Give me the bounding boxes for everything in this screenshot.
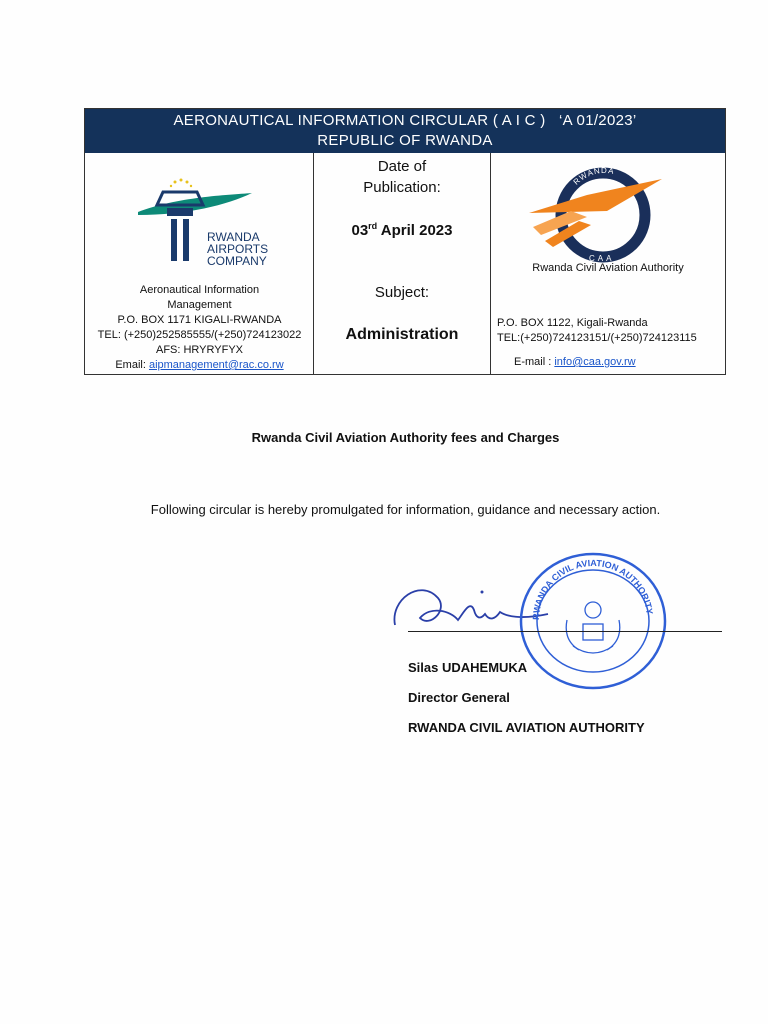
signatory-organization: RWANDA CIVIL AVIATION AUTHORITY	[408, 720, 645, 735]
rac-logo-text-2: AIRPORTS	[207, 242, 269, 256]
date-label-line2: Publication:	[363, 179, 441, 196]
aic-header-table	[84, 108, 726, 375]
official-stamp	[517, 550, 669, 692]
rac-contact-block	[85, 283, 314, 373]
aic-title: AERONAUTICAL INFORMATION CIRCULAR ( A I C ) ‘A 01/2023’	[173, 112, 637, 129]
unit-name-line2: Management	[167, 299, 232, 311]
signatory-position: Director General	[408, 690, 510, 705]
subject-label: Subject:	[374, 284, 430, 301]
publication-date	[314, 221, 490, 239]
caa-email-label: E-mail :	[514, 356, 552, 368]
rac-address: P.O. BOX 1171 KIGALI-RWANDA	[117, 314, 282, 326]
rac-logo-text-1: RWANDA	[207, 230, 260, 244]
caa-email-link[interactable]: info@caa.gov.rw	[554, 356, 636, 368]
caa-address: P.O. BOX 1122, Kigali-Rwanda	[497, 317, 648, 329]
document-title: Rwanda Civil Aviation Authority fees and Charges	[251, 430, 560, 445]
date-day: 03	[351, 222, 369, 239]
date-suffix: rd	[368, 221, 378, 231]
signature-line	[408, 631, 722, 632]
caa-name: Rwanda Civil Aviation Authority	[532, 262, 684, 274]
date-label	[314, 156, 490, 198]
rac-column	[85, 153, 314, 374]
rwanda-caa-logo	[527, 165, 677, 265]
document-paragraph: Following circular is hereby promulgated for information, guidance and necessary action.	[150, 502, 661, 517]
rac-afs: AFS: HRYRYFYX	[155, 344, 243, 356]
publication-column	[314, 153, 491, 374]
rac-email-row	[85, 358, 314, 373]
unit-name-line1: Aeronautical Information	[139, 284, 260, 296]
rac-telephone: TEL: (+250)252585555/(+250)724123022	[97, 329, 302, 341]
aic-title-bar	[85, 109, 725, 153]
caa-column	[491, 153, 725, 374]
caa-logo-top-text: RWANDA	[571, 165, 616, 187]
rwanda-airports-company-logo	[137, 175, 277, 285]
signatory-name: Silas UDAHEMUKA	[408, 660, 528, 675]
rac-logo-text-3: COMPANY	[207, 254, 267, 268]
subject-value: Administration	[345, 326, 459, 343]
caa-email-row	[514, 356, 636, 368]
country-title: REPUBLIC OF RWANDA	[317, 132, 493, 149]
rac-email-link[interactable]: aipmanagement@rac.co.rw	[148, 359, 284, 371]
caa-contact-block	[497, 316, 697, 346]
date-month-year: April 2023	[377, 222, 453, 239]
caa-telephone: TEL:(+250)724123151/(+250)724123115	[497, 332, 697, 344]
rac-email-label: Email:	[115, 359, 146, 371]
stamp-text: RWANDA CIVIL AVIATION AUTHORITY	[530, 557, 655, 621]
date-label-line1: Date of	[377, 158, 427, 175]
caa-logo-bottom-text: CAA	[589, 254, 615, 263]
